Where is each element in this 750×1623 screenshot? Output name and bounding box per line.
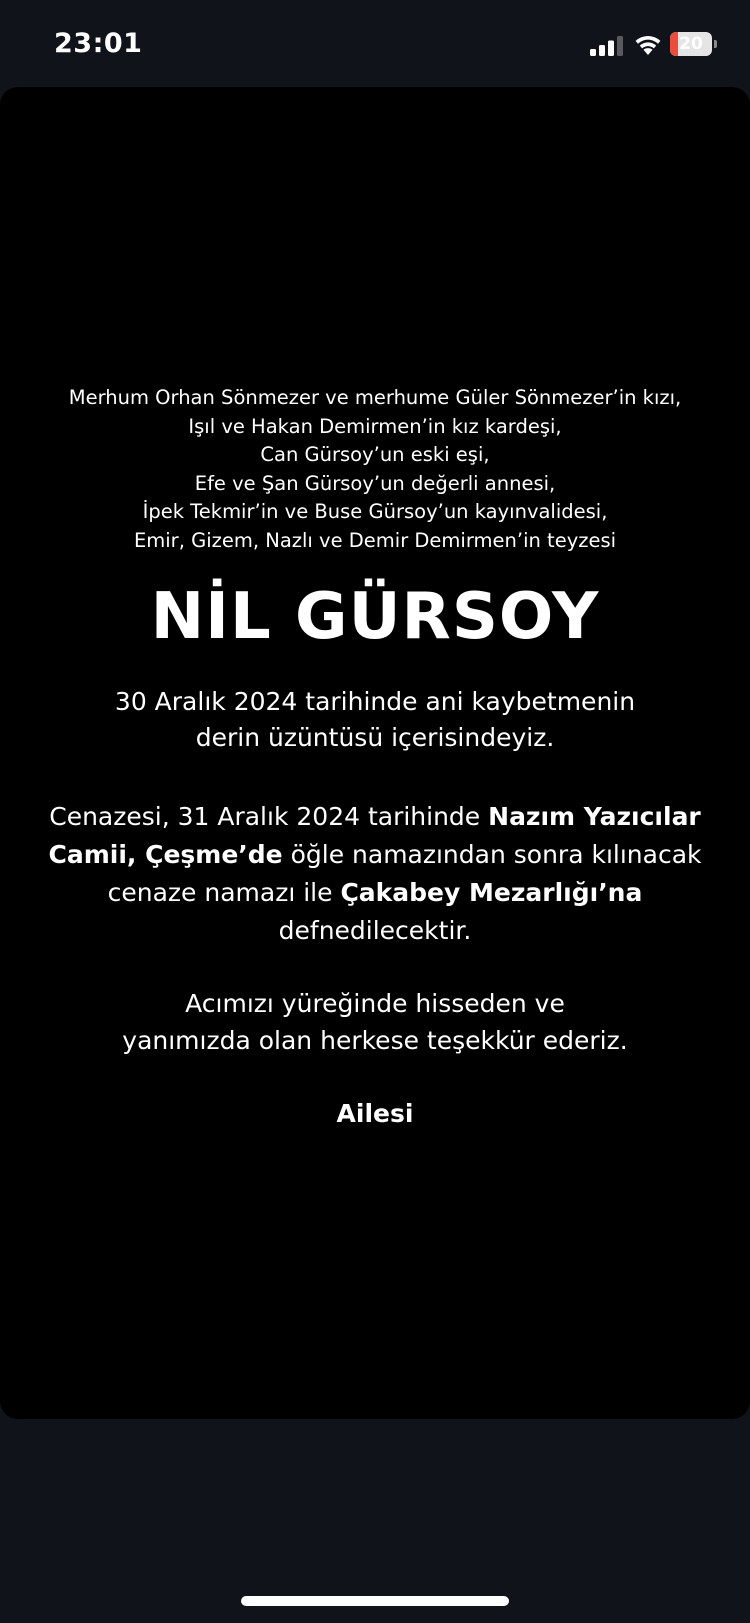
funeral-line (0, 874, 750, 912)
deceased-name: NİL GÜRSOY (150, 580, 600, 654)
funeral-date-text: Cenazesi, 31 Aralık 2024 tarihinde (49, 802, 489, 831)
thanks-line: yanımızda olan herkese teşekkür ederiz. (122, 1026, 628, 1055)
cemetery-name: Çakabey Mezarlığı’na (340, 878, 643, 907)
announcement-line: 30 Aralık 2024 tarihinde ani kaybetmenin (114, 687, 636, 716)
obituary-image (0, 87, 750, 1419)
relatives-list (0, 384, 750, 555)
funeral-details (0, 798, 750, 950)
signature: Ailesi (336, 1099, 414, 1128)
status-time: 23:01 (54, 28, 143, 59)
prayer-text: cenaze namazı ile (107, 878, 341, 907)
announcement-line: derin üzüntüsü içerisindeyiz. (195, 723, 555, 752)
wifi-icon (633, 32, 663, 56)
status-bar (0, 0, 750, 90)
battery-cap (714, 40, 717, 48)
battery-icon (670, 32, 712, 56)
mosque-location: Camii, Çeşme’de (48, 840, 283, 869)
funeral-line: defnedilecektir. (278, 916, 472, 945)
thanks-message (0, 985, 750, 1059)
relatives-line: Merhum Orhan Sönmezer ve merhume Güler Sönmezer’in kızı, (68, 386, 682, 409)
relatives-line: Can Gürsoy’un eski eşi, (260, 443, 490, 466)
relatives-line: Efe ve Şan Gürsoy’un değerli annesi, (194, 471, 556, 495)
battery-level: 20 (679, 34, 703, 54)
relatives-line: Emir, Gizem, Nazlı ve Demir Demirmen’in teyzesi (133, 528, 617, 552)
battery-indicator (670, 32, 718, 56)
relatives-line: İpek Tekmir’in ve Buse Gürsoy’un kayınvalidesi, (142, 500, 608, 523)
prayer-time-text: öğle namazından sonra kılınacak (282, 840, 702, 869)
relatives-line: Işıl ve Hakan Demirmen’in kız kardeşi, (188, 414, 562, 438)
thanks-line: Acımızı yüreğinde hisseden ve (185, 989, 565, 1018)
home-indicator[interactable] (241, 1596, 509, 1606)
cellular-signal-icon (590, 36, 624, 56)
funeral-line (0, 836, 750, 874)
announcement (0, 684, 750, 756)
funeral-line (0, 798, 750, 836)
mosque-name: Nazım Yazıcılar (488, 802, 701, 831)
